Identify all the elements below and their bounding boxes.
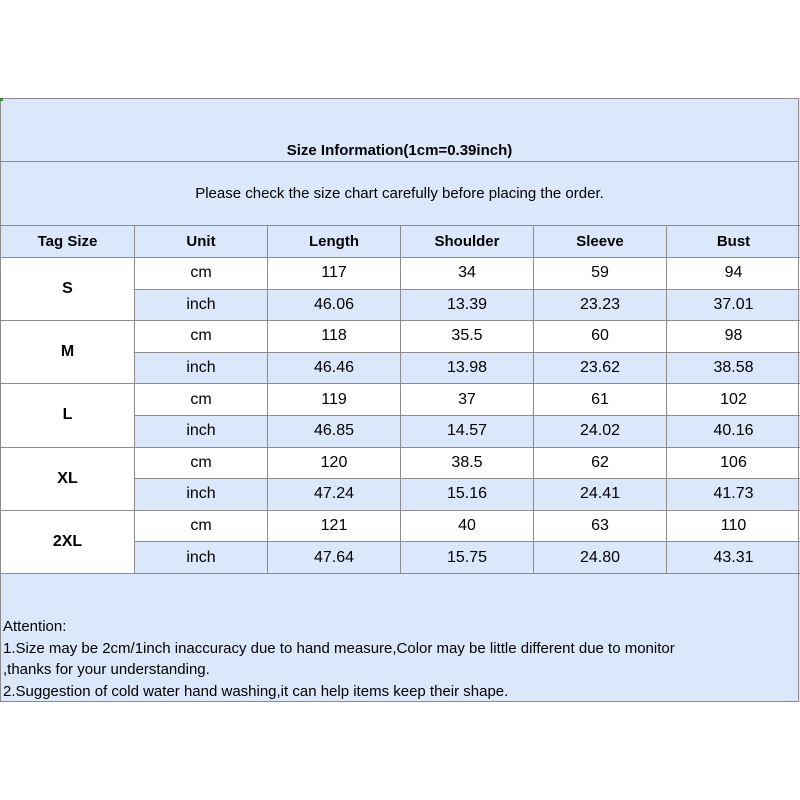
sleeve-cell: 23.62 bbox=[534, 352, 667, 384]
header-length: Length bbox=[268, 226, 401, 258]
length-cell: 118 bbox=[268, 321, 401, 353]
length-cell: 120 bbox=[268, 447, 401, 479]
bust-cell: 106 bbox=[667, 447, 800, 479]
notes-line-1-continued: ,thanks for your understanding. bbox=[3, 661, 210, 678]
unit-cell: cm bbox=[135, 510, 268, 542]
shoulder-cell: 14.57 bbox=[401, 415, 534, 447]
shoulder-cell: 37 bbox=[401, 384, 534, 416]
bust-cell: 102 bbox=[667, 384, 800, 416]
table-row bbox=[1, 321, 800, 353]
unit-cell: inch bbox=[135, 289, 268, 321]
notes-line-1: 1.Size may be 2cm/1inch inaccuracy due to hand measure,Color may be little different due to monitor bbox=[3, 639, 675, 657]
header-bust: Bust bbox=[667, 226, 800, 258]
header-tag-size: Tag Size bbox=[1, 226, 135, 258]
sleeve-cell: 61 bbox=[534, 384, 667, 416]
bust-cell: 38.58 bbox=[667, 352, 800, 384]
shoulder-cell: 15.16 bbox=[401, 479, 534, 511]
notes-line-2: 2.Suggestion of cold water hand washing,it can help items keep their shape. bbox=[3, 682, 509, 700]
tag-size-cell: 2XL bbox=[1, 510, 135, 573]
sleeve-cell: 24.02 bbox=[534, 415, 667, 447]
title-text: Size Information(1cm=0.39inch) bbox=[286, 142, 513, 159]
sleeve-cell: 63 bbox=[534, 510, 667, 542]
bust-cell: 110 bbox=[667, 510, 800, 542]
length-cell: 46.06 bbox=[268, 289, 401, 321]
shoulder-cell: 13.39 bbox=[401, 289, 534, 321]
sleeve-cell: 60 bbox=[534, 321, 667, 353]
bust-cell: 40.16 bbox=[667, 415, 800, 447]
sleeve-cell: 24.41 bbox=[534, 479, 667, 511]
size-table bbox=[0, 225, 800, 574]
unit-cell: cm bbox=[135, 384, 268, 416]
header-sleeve: Sleeve bbox=[534, 226, 667, 258]
notes-heading: Attention: bbox=[3, 618, 67, 635]
unit-cell: inch bbox=[135, 415, 268, 447]
length-cell: 121 bbox=[268, 510, 401, 542]
header-shoulder: Shoulder bbox=[401, 226, 534, 258]
bust-cell: 43.31 bbox=[667, 542, 800, 574]
table-row bbox=[1, 384, 800, 416]
tag-size-cell: M bbox=[1, 321, 135, 384]
tag-size-cell: S bbox=[1, 258, 135, 321]
shoulder-cell: 13.98 bbox=[401, 352, 534, 384]
length-cell: 119 bbox=[268, 384, 401, 416]
bust-cell: 37.01 bbox=[667, 289, 800, 321]
shoulder-cell: 15.75 bbox=[401, 542, 534, 574]
header-unit: Unit bbox=[135, 226, 268, 258]
unit-cell: inch bbox=[135, 352, 268, 384]
sleeve-cell: 59 bbox=[534, 258, 667, 290]
shoulder-cell: 40 bbox=[401, 510, 534, 542]
attention-notes bbox=[3, 616, 797, 702]
size-info-title bbox=[0, 98, 799, 162]
unit-cell: cm bbox=[135, 321, 268, 353]
length-cell: 46.46 bbox=[268, 352, 401, 384]
sleeve-cell: 23.23 bbox=[534, 289, 667, 321]
table-row bbox=[1, 258, 800, 290]
shoulder-cell: 35.5 bbox=[401, 321, 534, 353]
table-row bbox=[1, 447, 800, 479]
tag-size-cell: XL bbox=[1, 447, 135, 510]
shoulder-cell: 38.5 bbox=[401, 447, 534, 479]
length-cell: 47.64 bbox=[268, 542, 401, 574]
sleeve-cell: 24.80 bbox=[534, 542, 667, 574]
sleeve-cell: 62 bbox=[534, 447, 667, 479]
length-cell: 117 bbox=[268, 258, 401, 290]
unit-cell: cm bbox=[135, 258, 268, 290]
bust-cell: 98 bbox=[667, 321, 800, 353]
unit-cell: cm bbox=[135, 447, 268, 479]
subtitle-text: Please check the size chart carefully before placing the order. bbox=[195, 184, 604, 202]
shoulder-cell: 34 bbox=[401, 258, 534, 290]
size-info-subtitle bbox=[0, 161, 799, 226]
bust-cell: 94 bbox=[667, 258, 800, 290]
tag-size-cell: L bbox=[1, 384, 135, 447]
bust-cell: 41.73 bbox=[667, 479, 800, 511]
length-cell: 47.24 bbox=[268, 479, 401, 511]
table-header-row bbox=[1, 226, 800, 258]
unit-cell: inch bbox=[135, 479, 268, 511]
length-cell: 46.85 bbox=[268, 415, 401, 447]
unit-cell: inch bbox=[135, 542, 268, 574]
table-row bbox=[1, 510, 800, 542]
corner-marker bbox=[0, 98, 3, 101]
